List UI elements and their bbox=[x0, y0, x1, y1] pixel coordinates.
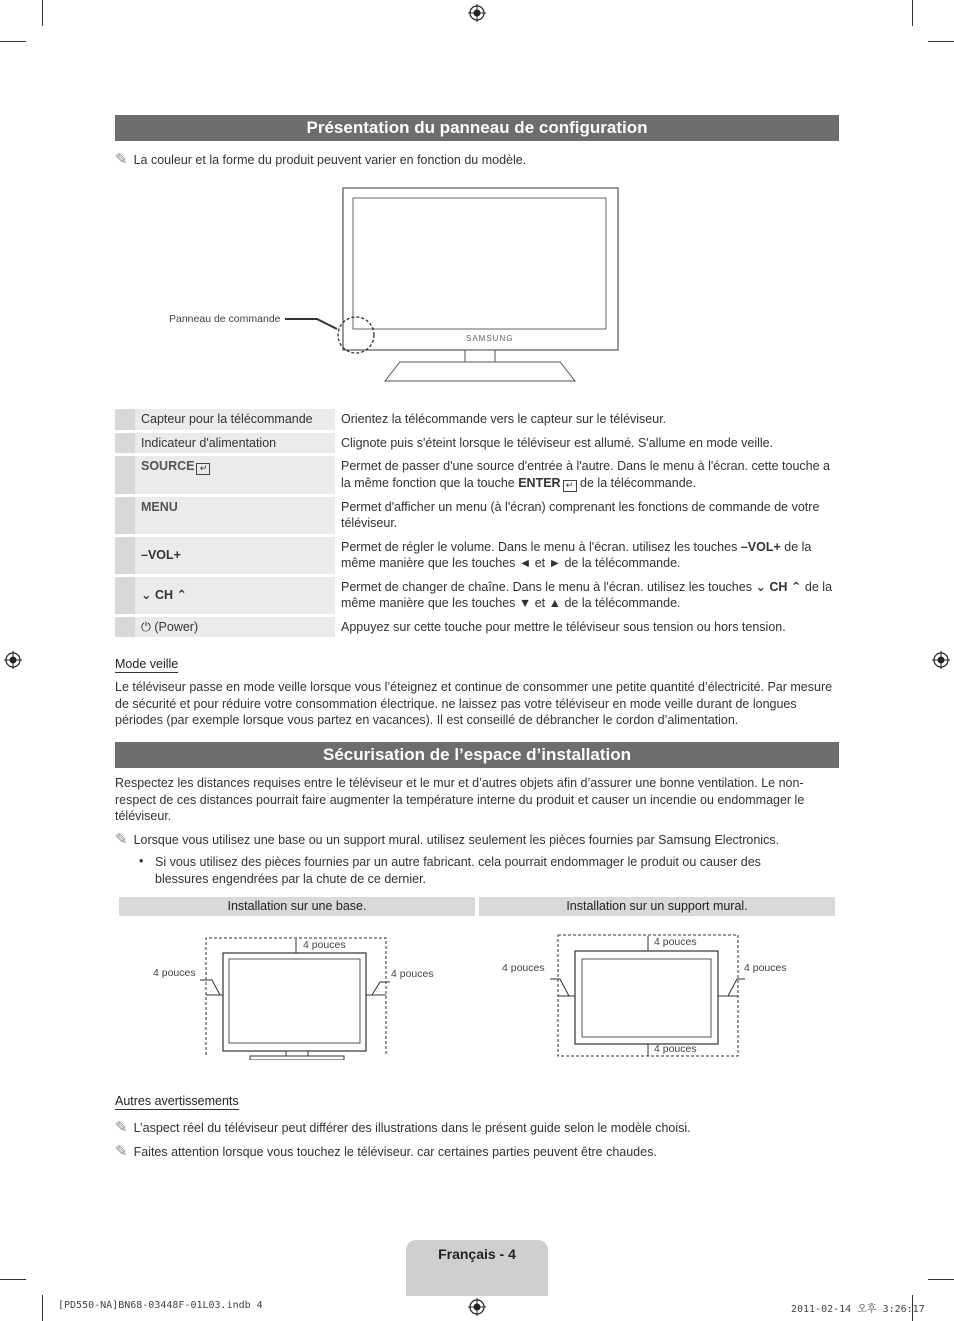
col-header-base: Installation sur une base. bbox=[119, 897, 475, 916]
label-right: 4 pouces bbox=[744, 962, 787, 974]
note-text: La couleur et la forme du produit peuvent varier en fonction du modèle. bbox=[133, 153, 527, 167]
control-desc: Orientez la télécommande vers le capteur sur le téléviseur. bbox=[341, 412, 667, 426]
desc-part: Permet de passer d'une source d'entrée à l'autre. Dans le menu à l'écran. cette touche a la même fonction que la touche bbox=[341, 459, 830, 490]
power-icon: ⏻ bbox=[141, 619, 151, 634]
mode-veille-heading: Mode veille bbox=[115, 657, 179, 671]
source-label: SOURCE bbox=[141, 459, 195, 473]
panel-leader-line bbox=[285, 316, 345, 336]
chevron-down-icon: ⌄ bbox=[141, 587, 152, 602]
table-row bbox=[115, 537, 839, 574]
desc-part: de la même manière que les touches ▼ et ▲ de la télécommande. bbox=[341, 579, 833, 610]
bullet-dot: • bbox=[139, 854, 144, 868]
note-aspect bbox=[115, 1120, 691, 1136]
row-marker bbox=[115, 617, 135, 638]
menu-label: MENU bbox=[141, 499, 178, 514]
tv-brand-logo: SAMSUNG bbox=[466, 334, 514, 343]
control-name: Indicateur d'alimentation bbox=[135, 433, 335, 454]
page-number: Français - 4 bbox=[438, 1246, 516, 1262]
row-marker bbox=[115, 497, 135, 534]
note-color-shape bbox=[115, 152, 526, 168]
control-desc bbox=[335, 577, 839, 614]
label-right: 4 pouces bbox=[391, 968, 434, 980]
print-date: 2011-02-14 오후 3:26:17 bbox=[791, 1304, 925, 1315]
table-row bbox=[115, 617, 839, 638]
control-name: Capteur pour la télécommande bbox=[135, 409, 335, 430]
autres-heading: Autres avertissements bbox=[115, 1094, 239, 1108]
plus-icon: + bbox=[773, 539, 781, 554]
note-text: Lorsque vous utilisez une base ou un support mural. utilisez seulement les pièces fournies par Samsung Electronics. bbox=[133, 833, 780, 847]
power-label: (Power) bbox=[154, 619, 199, 634]
label-top: 4 pouces bbox=[654, 936, 697, 948]
row-marker bbox=[115, 433, 135, 454]
control-desc: Permet d'afficher un menu (à l'écran) comprenant les fonctions de commande de votre téléviseur. bbox=[341, 499, 820, 530]
registration-mark-icon bbox=[468, 1298, 486, 1316]
registration-mark-icon bbox=[468, 4, 486, 22]
row-marker bbox=[115, 577, 135, 614]
control-name bbox=[135, 617, 335, 638]
pencil-note-icon: ✎ bbox=[115, 1119, 128, 1136]
pencil-note-icon: ✎ bbox=[115, 1143, 128, 1160]
panel-label: Panneau de commande bbox=[169, 313, 281, 325]
control-panel-table bbox=[115, 406, 839, 640]
desc-part: de la télécommande. bbox=[576, 475, 697, 490]
row-marker bbox=[115, 409, 135, 430]
row-marker bbox=[115, 456, 135, 494]
chevron-up-icon: ⌃ bbox=[176, 587, 187, 602]
col-header-wall: Installation sur un support mural. bbox=[479, 897, 835, 916]
file-info: [PD550-NA]BN68-03448F-01L03.indb 4 bbox=[58, 1300, 263, 1311]
table-row bbox=[115, 577, 839, 614]
pencil-note-icon: ✎ bbox=[115, 831, 128, 848]
source-input-icon: ↵ bbox=[196, 463, 210, 475]
desc-part: de la même manière que les touches ◄ et ► de la télécommande. bbox=[341, 539, 812, 570]
minus-icon: – bbox=[740, 539, 748, 554]
ch-label: CH bbox=[154, 587, 174, 602]
note-text: L’aspect réel du téléviseur peut différer des illustrations dans le présent guide selon le modèle choisi. bbox=[133, 1121, 691, 1135]
mode-veille-text: Le téléviseur passe en mode veille lorsque vous l’éteignez et continue de consommer une petite quantité d’électricité. Par mesure de sécurité et pour réduire votre consommation électrique. ne laissez pas votre téléviseur en mode veille durant de longues périodes (par exemple lorsque vous partez en vacances). Il est conseillé de débrancher le cordon d’alimentation. bbox=[115, 680, 833, 727]
control-desc: Appuyez sur cette touche pour mettre le téléviseur sous tension ou hors tension. bbox=[341, 619, 786, 634]
label-left: 4 pouces bbox=[502, 962, 545, 974]
label-bottom: 4 pouces bbox=[654, 1043, 697, 1055]
desc-part: Permet de régler le volume. Dans le menu à l'écran. utilisez les touches bbox=[341, 539, 741, 554]
section-title-installation: Sécurisation de l’espace d’installation bbox=[115, 742, 839, 768]
wall-installation-diagram bbox=[545, 933, 745, 1058]
table-row bbox=[115, 409, 839, 430]
installation-text: Respectez les distances requises entre le téléviseur et le mur et d’autres objets afin d’assurer une bonne ventilation. Le non-respect de ces distances pourrait faire augmenter la température interne du produit et causer un incendie ou endommager le téléviseur. bbox=[115, 776, 805, 823]
chevron-up-icon: ⌃ bbox=[790, 579, 802, 594]
section-title-panel: Présentation du panneau de configuration bbox=[115, 115, 839, 141]
control-desc bbox=[335, 537, 839, 574]
label-left: 4 pouces bbox=[153, 967, 196, 979]
control-name bbox=[135, 577, 335, 614]
enter-key-label: ENTER bbox=[518, 475, 561, 490]
minus-icon: – bbox=[141, 547, 148, 562]
label-top: 4 pouces bbox=[303, 939, 346, 951]
plus-icon: + bbox=[173, 547, 181, 562]
control-name bbox=[135, 456, 335, 494]
pencil-note-icon: ✎ bbox=[115, 151, 128, 168]
ch-key-label: CH bbox=[769, 579, 788, 594]
enter-icon: ↵ bbox=[563, 480, 577, 492]
control-name bbox=[135, 537, 335, 574]
row-marker bbox=[115, 537, 135, 574]
table-row bbox=[115, 456, 839, 494]
control-name bbox=[135, 497, 335, 534]
note-parts bbox=[115, 832, 779, 848]
note-hot bbox=[115, 1144, 657, 1160]
registration-mark-icon bbox=[4, 651, 22, 669]
bullet-text: Si vous utilisez des pièces fournies par un autre fabricant. cela pourrait endommager le produit ou causer des blessures engendrées par la chute de ce dernier. bbox=[155, 855, 761, 886]
vol-label: VOL bbox=[147, 547, 174, 562]
control-desc bbox=[335, 456, 839, 494]
base-installation-diagram bbox=[200, 935, 400, 1060]
table-row bbox=[115, 433, 839, 454]
registration-mark-icon bbox=[932, 651, 950, 669]
table-row bbox=[115, 497, 839, 534]
desc-part: Permet de changer de chaîne. Dans le menu à l'écran. utilisez les touches bbox=[341, 579, 756, 594]
note-text: Faites attention lorsque vous touchez le téléviseur. car certaines parties peuvent être chaudes. bbox=[133, 1145, 657, 1159]
chevron-down-icon: ⌄ bbox=[755, 579, 766, 594]
vol-key-label: VOL bbox=[747, 539, 774, 554]
control-desc: Clignote puis s'éteint lorsque le téléviseur est allumé. S'allume en mode veille. bbox=[341, 435, 774, 450]
tv-front-illustration bbox=[330, 185, 630, 385]
